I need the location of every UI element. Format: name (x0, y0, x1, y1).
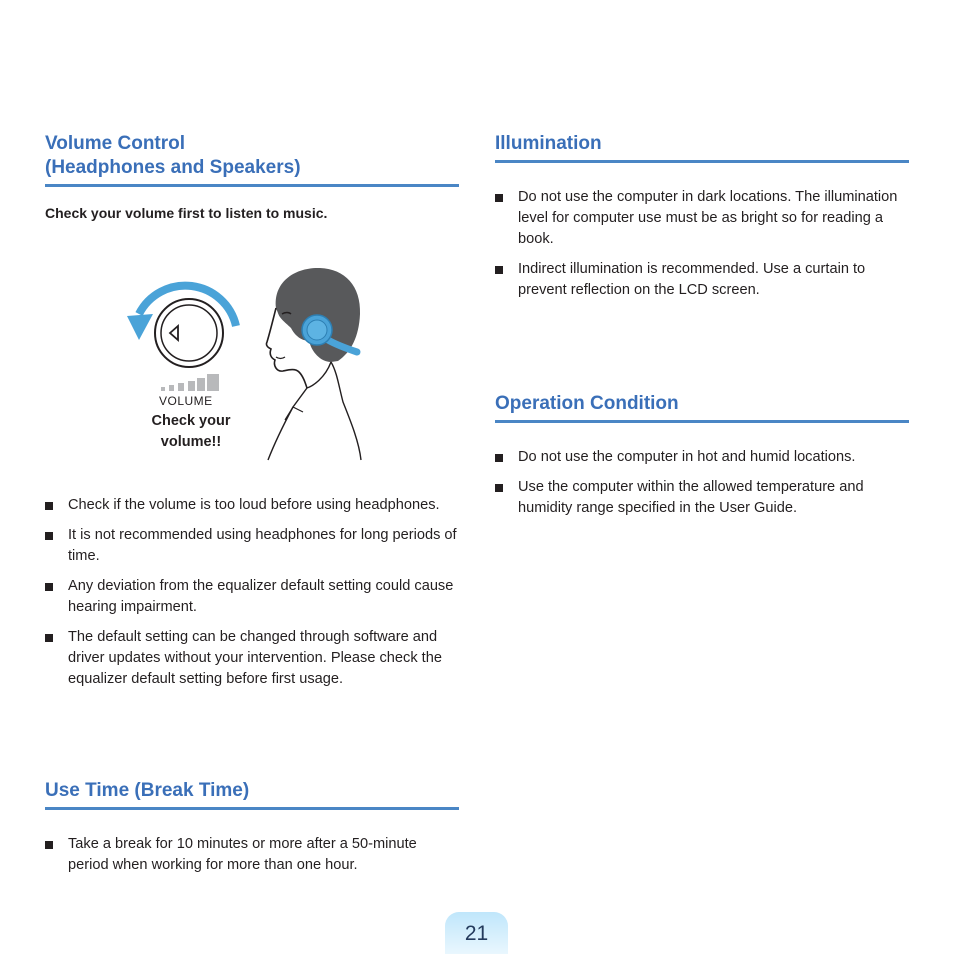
list-item: Do not use the computer in hot and humid locations. (495, 447, 909, 468)
list-item: Take a break for 10 minutes or more after a 50-minute period when working for more than one hour. (45, 834, 459, 876)
operation-heading: Operation Condition (495, 392, 909, 423)
bullet-icon (45, 634, 53, 642)
volume-label: VOLUME (159, 394, 213, 408)
list-item: The default setting can be changed through software and driver updates without your intervention. Please check the equalizer default setting before first usage. (45, 627, 459, 689)
volume-bullet-list (45, 495, 459, 699)
volume-heading-line2: (Headphones and Speakers) (45, 157, 301, 178)
operation-section (495, 392, 909, 423)
bullet-icon (45, 532, 53, 540)
list-item: Any deviation from the equalizer default setting could cause hearing impairment. (45, 576, 459, 618)
bullet-icon (495, 484, 503, 492)
bullet-icon (45, 583, 53, 591)
list-item: Do not use the computer in dark locations. The illumination level for computer use must be as bright so for reading a book. (495, 187, 909, 249)
illumination-heading: Illumination (495, 132, 909, 163)
use-time-section (45, 779, 459, 810)
volume-level-icon (161, 374, 219, 391)
illumination-bullet-list (495, 187, 909, 310)
illumination-section (495, 132, 909, 163)
list-item: It is not recommended using headphones for long periods of time. (45, 525, 459, 567)
volume-section (45, 132, 459, 187)
list-item: Indirect illumination is recommended. Use a curtain to prevent reflection on the LCD screen. (495, 259, 909, 301)
bullet-icon (495, 194, 503, 202)
bullet-icon (495, 454, 503, 462)
volume-heading-line1: Volume Control (45, 133, 186, 154)
check-volume-note: Check your volume!! (151, 413, 231, 450)
operation-bullet-list (495, 447, 909, 528)
headphones-person-icon (266, 268, 361, 460)
volume-subheading: Check your volume first to listen to music. (45, 205, 328, 221)
volume-heading (45, 132, 459, 187)
volume-knob-icon (155, 299, 223, 367)
use-time-bullet-list (45, 834, 459, 885)
list-item: Use the computer within the allowed temperature and humidity range specified in the User Guide. (495, 477, 909, 519)
bullet-icon (495, 266, 503, 274)
list-item: Check if the volume is too loud before using headphones. (45, 495, 459, 516)
bullet-icon (45, 502, 53, 510)
bullet-icon (45, 841, 53, 849)
page-number: 21 (445, 912, 508, 954)
use-time-heading: Use Time (Break Time) (45, 779, 459, 810)
